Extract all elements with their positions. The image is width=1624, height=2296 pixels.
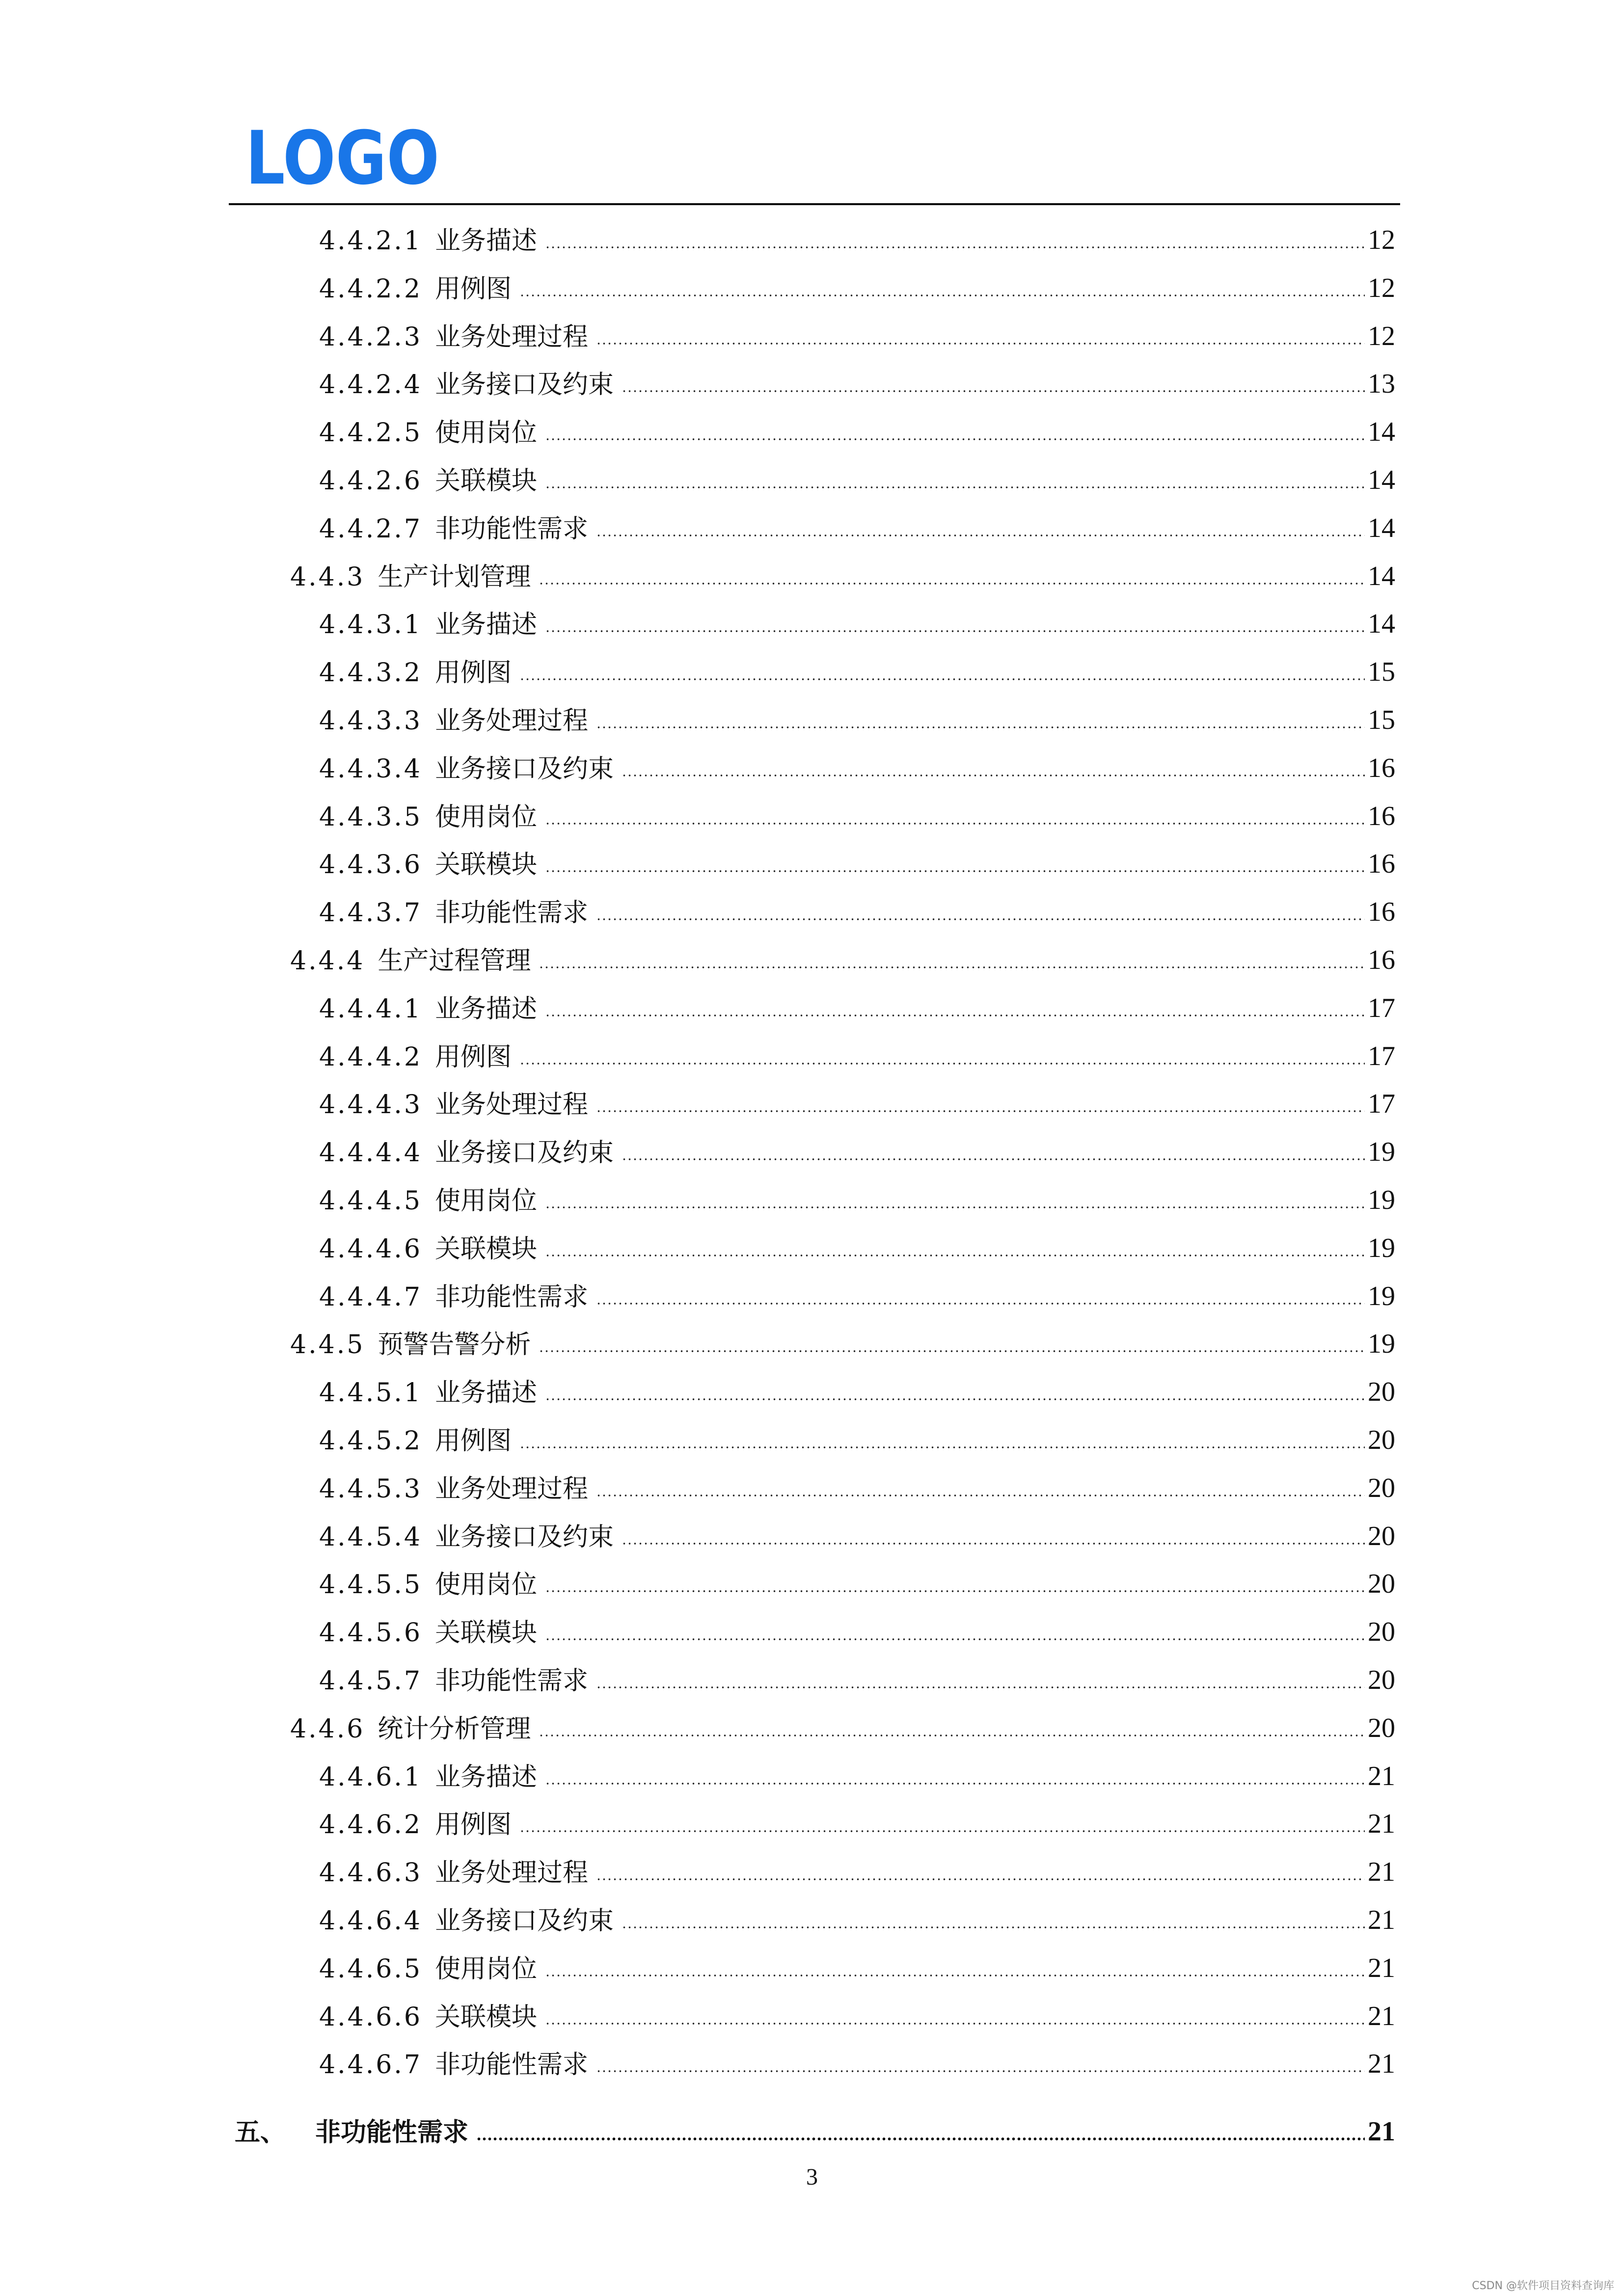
toc-entry-title: 业务处理过程 [434, 1858, 588, 1888]
toc-entry-page: 20 [1368, 1472, 1395, 1503]
toc-entry-number: 4.4.6.7 [319, 2050, 422, 2080]
toc-entry[interactable] [229, 1886, 1400, 1934]
toc-entry-title: 用例图 [434, 1042, 512, 1072]
toc-entry[interactable] [229, 446, 1400, 494]
toc-entry-number: 4.4.3 [290, 562, 365, 592]
toc-dot-leader [622, 774, 1365, 777]
toc-dot-leader [596, 1494, 1365, 1497]
toc-entry[interactable] [229, 1550, 1400, 1598]
toc-dot-leader [545, 1398, 1365, 1401]
toc-dot-leader [596, 726, 1365, 729]
toc-dot-leader [519, 678, 1365, 681]
toc-entry-number: 4.4.6.4 [319, 1906, 422, 1936]
toc-entry[interactable] [229, 1790, 1400, 1838]
toc-entry-number: 4.4.6.2 [319, 1810, 422, 1840]
toc-entry-page: 14 [1368, 465, 1395, 495]
toc-dot-leader [545, 486, 1365, 489]
toc-dot-leader [596, 918, 1365, 921]
toc-entry-title: 业务接口及约束 [434, 754, 614, 784]
toc-entry-title: 业务接口及约束 [434, 1906, 614, 1936]
toc-entry[interactable] [229, 1646, 1400, 1694]
toc-dot-leader [545, 1590, 1365, 1593]
toc-entry-title: 使用岗位 [434, 1954, 537, 1984]
toc-entry-number: 4.4.4.2 [319, 1042, 422, 1072]
toc-dot-leader [545, 630, 1365, 633]
toc-entry[interactable] [229, 782, 1400, 830]
toc-entry-title: 关联模块 [434, 850, 537, 880]
header-divider [229, 203, 1400, 205]
toc-entry-title: 业务处理过程 [434, 1474, 588, 1504]
toc-dot-leader [519, 294, 1365, 297]
toc-entry-page: 20 [1368, 1569, 1395, 1600]
logo [245, 116, 442, 201]
toc-entry-page: 16 [1368, 897, 1395, 928]
toc-dot-leader [596, 534, 1365, 537]
toc-entry-page: 14 [1368, 609, 1395, 640]
toc-entry-number: 4.4.2.7 [319, 514, 422, 544]
toc-entry-title: 用例图 [434, 658, 512, 688]
toc-entry[interactable] [229, 1118, 1400, 1166]
toc-entry-page: 21 [1368, 1952, 1395, 1983]
toc-entry-number: 4.4.3.7 [319, 898, 422, 928]
toc-entry-number: 4.4.2.1 [319, 226, 422, 256]
toc-entry[interactable] [229, 1358, 1400, 1406]
toc-entry-number: 4.4.6.3 [319, 1858, 422, 1888]
toc-entry-title: 用例图 [434, 1810, 512, 1840]
toc-entry[interactable] [229, 302, 1400, 350]
toc-entry[interactable] [229, 1982, 1400, 2030]
toc-dot-leader [622, 1926, 1365, 1929]
toc-entry-page: 21 [1368, 2001, 1395, 2031]
toc-dot-leader [596, 1686, 1365, 1689]
toc-entry[interactable] [229, 1166, 1400, 1214]
toc-entry-title: 关联模块 [434, 466, 537, 496]
toc-entry[interactable] [229, 1742, 1400, 1790]
toc-entry-title: 用例图 [434, 1426, 512, 1456]
toc-entry-title: 非功能性需求 [434, 514, 588, 544]
toc-entry-page: 20 [1368, 1377, 1395, 1408]
toc-entry-page: 15 [1368, 657, 1395, 688]
toc-entry-title: 使用岗位 [434, 1186, 537, 1216]
toc-entry-number: 4.4.3.5 [319, 802, 422, 832]
toc-dot-leader [622, 1542, 1365, 1545]
toc-entry[interactable] [229, 638, 1400, 686]
toc-entry-number: 4.4.4.7 [319, 1282, 422, 1312]
toc-dot-leader [519, 1830, 1365, 1833]
toc-entry-number: 4.4.4.6 [319, 1234, 422, 1264]
toc-entry-title: 非功能性需求 [315, 2117, 469, 2148]
toc-entry[interactable] [229, 1214, 1400, 1262]
toc-dot-leader [545, 1638, 1365, 1641]
toc-entry[interactable] [229, 1022, 1400, 1070]
toc-entry-title: 关联模块 [434, 2002, 537, 2032]
toc-dot-leader [539, 966, 1365, 969]
toc-entry-title: 非功能性需求 [434, 898, 588, 928]
toc-entry-title: 非功能性需求 [434, 1666, 588, 1696]
toc-entry-title: 生产计划管理 [378, 562, 531, 592]
toc-entry-page: 21 [1368, 1905, 1395, 1935]
toc-entry-page: 19 [1368, 1232, 1395, 1263]
toc-entry-number: 4.4.4 [290, 946, 365, 976]
toc-dot-leader [539, 1350, 1365, 1353]
toc-entry-page: 20 [1368, 1617, 1395, 1648]
toc-entry[interactable] [229, 686, 1400, 734]
toc-entry[interactable] [229, 1310, 1400, 1358]
toc-entry[interactable] [229, 254, 1400, 302]
toc-entry-title: 业务描述 [434, 226, 537, 256]
toc-entry[interactable] [229, 1454, 1400, 1502]
toc-entry-title: 统计分析管理 [378, 1714, 531, 1744]
toc-entry[interactable] [229, 350, 1400, 398]
toc-entry-title: 业务处理过程 [434, 1090, 588, 1120]
toc-entry-page: 15 [1368, 705, 1395, 735]
toc-entry-title: 非功能性需求 [434, 1282, 588, 1312]
toc-entry-page: 19 [1368, 1137, 1395, 1168]
toc-entry-page: 16 [1368, 752, 1395, 783]
toc-dot-leader [539, 1734, 1365, 1737]
toc-entry[interactable] [229, 1838, 1400, 1886]
toc-entry-number: 4.4.5.5 [319, 1570, 422, 1600]
toc-entry-number: 4.4.5.6 [319, 1618, 422, 1648]
toc-entry[interactable] [229, 542, 1400, 590]
toc-entry-number: 4.4.4.1 [319, 994, 422, 1024]
toc-dot-leader [519, 1446, 1365, 1449]
toc-dot-leader [519, 1062, 1365, 1065]
toc-dot-leader [545, 246, 1365, 249]
toc-entry-page: 16 [1368, 849, 1395, 880]
page-number: 3 [806, 2164, 818, 2190]
toc-dot-leader [545, 438, 1365, 441]
toc-entry-page: 20 [1368, 1665, 1395, 1695]
toc-dot-leader [539, 582, 1365, 585]
toc-entry-page: 12 [1368, 272, 1395, 303]
toc-entry[interactable] [229, 2098, 1400, 2148]
toc-entry-title: 业务描述 [434, 1762, 537, 1792]
toc-entry[interactable] [229, 494, 1400, 542]
toc-entry-title: 业务接口及约束 [434, 1522, 614, 1552]
toc-dot-leader [545, 1206, 1365, 1209]
toc-entry[interactable] [229, 1598, 1400, 1646]
toc-entry-number: 4.4.2.3 [319, 322, 422, 352]
toc-dot-leader [596, 1878, 1365, 1881]
toc-entry-page: 21 [1368, 1761, 1395, 1791]
toc-entry-page: 20 [1368, 1521, 1395, 1551]
toc-entry-number: 4.4.4.4 [319, 1138, 422, 1168]
toc-dot-leader [622, 1158, 1365, 1161]
toc-entry-title: 业务处理过程 [434, 706, 588, 736]
toc-entry-page: 16 [1368, 801, 1395, 831]
toc-entry-title: 生产过程管理 [378, 946, 531, 976]
toc-entry-number: 4.4.6.5 [319, 1954, 422, 1984]
toc-entry[interactable] [229, 1262, 1400, 1310]
toc-entry-page: 19 [1368, 1329, 1395, 1360]
toc-dot-leader [545, 1974, 1365, 1977]
toc-entry-number: 4.4.2.5 [319, 418, 422, 448]
toc-entry-number: 4.4.5.4 [319, 1522, 422, 1552]
toc-entry-page: 12 [1368, 225, 1395, 255]
toc-entry-number: 五、 [235, 2117, 286, 2148]
toc-entry[interactable] [229, 1406, 1400, 1454]
toc-dot-leader [545, 822, 1365, 825]
toc-dot-leader [596, 2070, 1365, 2073]
toc-entry-page: 14 [1368, 417, 1395, 448]
toc-entry[interactable] [229, 1694, 1400, 1742]
toc-entry[interactable] [229, 1502, 1400, 1550]
toc-entry[interactable] [229, 734, 1400, 782]
toc-dot-leader [596, 1302, 1365, 1305]
toc-entry-page: 19 [1368, 1185, 1395, 1215]
logo-text: LOGO [245, 116, 439, 201]
toc-entry[interactable] [229, 1934, 1400, 1982]
toc-entry-number: 4.4.5.7 [319, 1666, 422, 1696]
toc-dot-leader [545, 1014, 1365, 1017]
toc-entry-number: 4.4.6.6 [319, 2002, 422, 2032]
toc-dot-leader [545, 1782, 1365, 1785]
toc-dot-leader [596, 1110, 1365, 1113]
toc-dot-leader [596, 342, 1365, 345]
toc-dot-leader [622, 390, 1365, 393]
toc-entry-number: 4.4.2.6 [319, 466, 422, 496]
toc-entry-title: 业务描述 [434, 610, 537, 640]
toc-dot-leader [545, 1254, 1365, 1257]
toc-entry-page: 16 [1368, 945, 1395, 975]
toc-entry[interactable] [229, 1070, 1400, 1118]
toc-entry-page: 20 [1368, 1712, 1395, 1743]
toc-entry-page: 14 [1368, 512, 1395, 543]
toc-entry-title: 关联模块 [434, 1234, 537, 1264]
toc-entry-number: 4.4.6.1 [319, 1762, 422, 1792]
toc-entry-page: 21 [1368, 1857, 1395, 1888]
toc-entry-title: 业务描述 [434, 1378, 537, 1408]
toc-entry-page: 13 [1368, 369, 1395, 400]
toc-entry-page: 17 [1368, 1089, 1395, 1120]
toc-entry[interactable] [229, 926, 1400, 974]
toc-entry-title: 预警告警分析 [378, 1330, 531, 1360]
toc-entry-page: 21 [1368, 2049, 1395, 2080]
toc-entry-title: 业务描述 [434, 994, 537, 1024]
toc-entry-number: 4.4.5.2 [319, 1426, 422, 1456]
toc-entry-number: 4.4.5.1 [319, 1378, 422, 1408]
toc-entry-number: 4.4.5 [290, 1330, 365, 1360]
toc-entry[interactable] [229, 590, 1400, 638]
toc-entry-number: 4.4.5.3 [319, 1474, 422, 1504]
toc-entry-page: 12 [1368, 320, 1395, 351]
toc-entry-title: 业务接口及约束 [434, 370, 614, 400]
toc-entry-page: 19 [1368, 1281, 1395, 1311]
toc-dot-leader [545, 870, 1365, 873]
toc-entry[interactable] [229, 398, 1400, 446]
toc-entry-title: 非功能性需求 [434, 2050, 588, 2080]
toc-dot-leader [545, 2022, 1365, 2025]
toc-entry-title: 使用岗位 [434, 1570, 537, 1600]
toc-entry-number: 4.4.3.4 [319, 754, 422, 784]
toc-entry[interactable] [229, 830, 1400, 878]
toc-entry-title: 使用岗位 [434, 802, 537, 832]
toc-entry-number: 4.4.3.6 [319, 850, 422, 880]
watermark: CSDN @软件项目资料查询库 [1472, 2280, 1614, 2292]
toc-entry-page: 17 [1368, 1041, 1395, 1071]
toc-entry-number: 4.4.6 [290, 1714, 365, 1744]
toc-entry[interactable] [229, 974, 1400, 1022]
toc-entry-number: 4.4.3.2 [319, 658, 422, 688]
toc-entry-number: 4.4.3.3 [319, 706, 422, 736]
toc-dot-leader [476, 2137, 1365, 2140]
toc-entry-title: 业务处理过程 [434, 322, 588, 352]
toc-entry-number: 4.4.4.5 [319, 1186, 422, 1216]
toc-entry[interactable] [229, 2030, 1400, 2078]
toc-entry-number: 4.4.3.1 [319, 610, 422, 640]
toc-entry-title: 关联模块 [434, 1618, 537, 1648]
toc-entry-page: 17 [1368, 992, 1395, 1023]
toc-entry-title: 业务接口及约束 [434, 1138, 614, 1168]
toc-entry-number: 4.4.2.2 [319, 274, 422, 304]
toc-entry-page: 14 [1368, 561, 1395, 591]
toc-entry-number: 4.4.2.4 [319, 370, 422, 400]
toc-entry-title: 使用岗位 [434, 418, 537, 448]
toc-entry-number: 4.4.4.3 [319, 1090, 422, 1120]
toc-entry[interactable] [229, 206, 1400, 254]
toc-entry-page: 21 [1368, 1809, 1395, 1840]
toc-entry[interactable] [229, 878, 1400, 926]
toc-entry-title: 用例图 [434, 274, 512, 304]
toc-entry-page: 20 [1368, 1425, 1395, 1455]
toc-entry-page: 21 [1368, 2116, 1395, 2147]
